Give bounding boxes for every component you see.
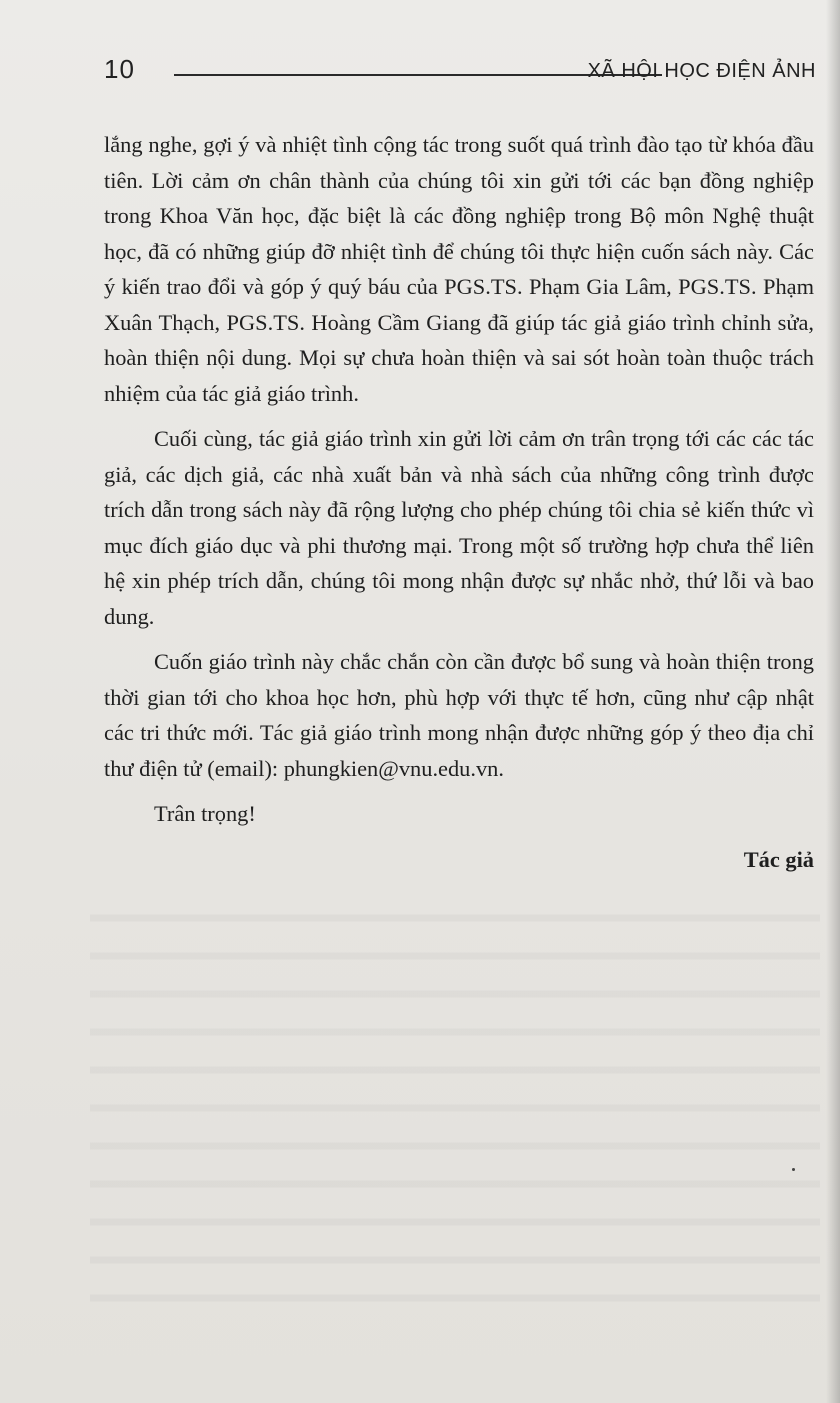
paragraph-continuation: lắng nghe, gợi ý và nhiệt tình cộng tác trong suốt quá trình đào tạo từ khóa đầu tiên. Lời cảm ơn chân thành của chúng tôi xin gửi tới các bạn đồng nghiệp trong Khoa Văn học, đặc biệt là các đồng nghiệp trong Bộ môn Nghệ thuật học, đã có những giúp đỡ nhiệt tình để chúng tôi thực hiện cuốn sách này. Các ý kiến trao đổi và góp ý quý báu của PGS.TS. Phạm Gia Lâm, PGS.TS. Phạm Xuân Thạch, PGS.TS. Hoàng Cầm Giang đã giúp tác giả giáo trình chỉnh sửa, hoàn thiện nội dung. Mọi sự chưa hoàn thiện và sai sót hoàn toàn thuộc trách nhiệm của tác giả giáo trình. — [104, 132, 814, 406]
page-edge-shadow — [826, 0, 840, 1403]
paragraph-thanks-authors: Cuối cùng, tác giả giáo trình xin gửi lời cảm ơn trân trọng tới các các tác giả, các dịch giả, các nhà xuất bản và nhà sách của những công trình được trích dẫn trong sách này đã rộng lượng cho phép chúng tôi chia sẻ kiến thức vì mục đích giáo dục và phi thương mại. Trong một số trường hợp chưa thể liên hệ xin phép trích dẫn, chúng tôi mong nhận được sự nhắc nhở, thứ lỗi và bao dung. — [104, 426, 814, 629]
paragraph-feedback: Cuốn giáo trình này chắc chắn còn cần được bổ sung và hoàn thiện trong thời gian tới cho khoa học hơn, phù hợp với thực tế hơn, cũng như cập nhật các tri thức mới. Tác giả giáo trình mong nhận được những góp ý theo địa chỉ thư điện tử (email): phungkien@vnu.edu.vn. — [104, 649, 814, 781]
ink-speck — [792, 1168, 795, 1171]
running-title: XÃ HỘI HỌC ĐIỆN ẢNH — [587, 60, 816, 82]
page-number: 10 — [104, 54, 135, 84]
body-text — [104, 127, 814, 877]
bleed-through-texture — [90, 890, 820, 1310]
running-header — [104, 52, 816, 88]
closing-salutation: Trân trọng! — [154, 801, 256, 826]
signature: Tác giả — [743, 846, 814, 872]
